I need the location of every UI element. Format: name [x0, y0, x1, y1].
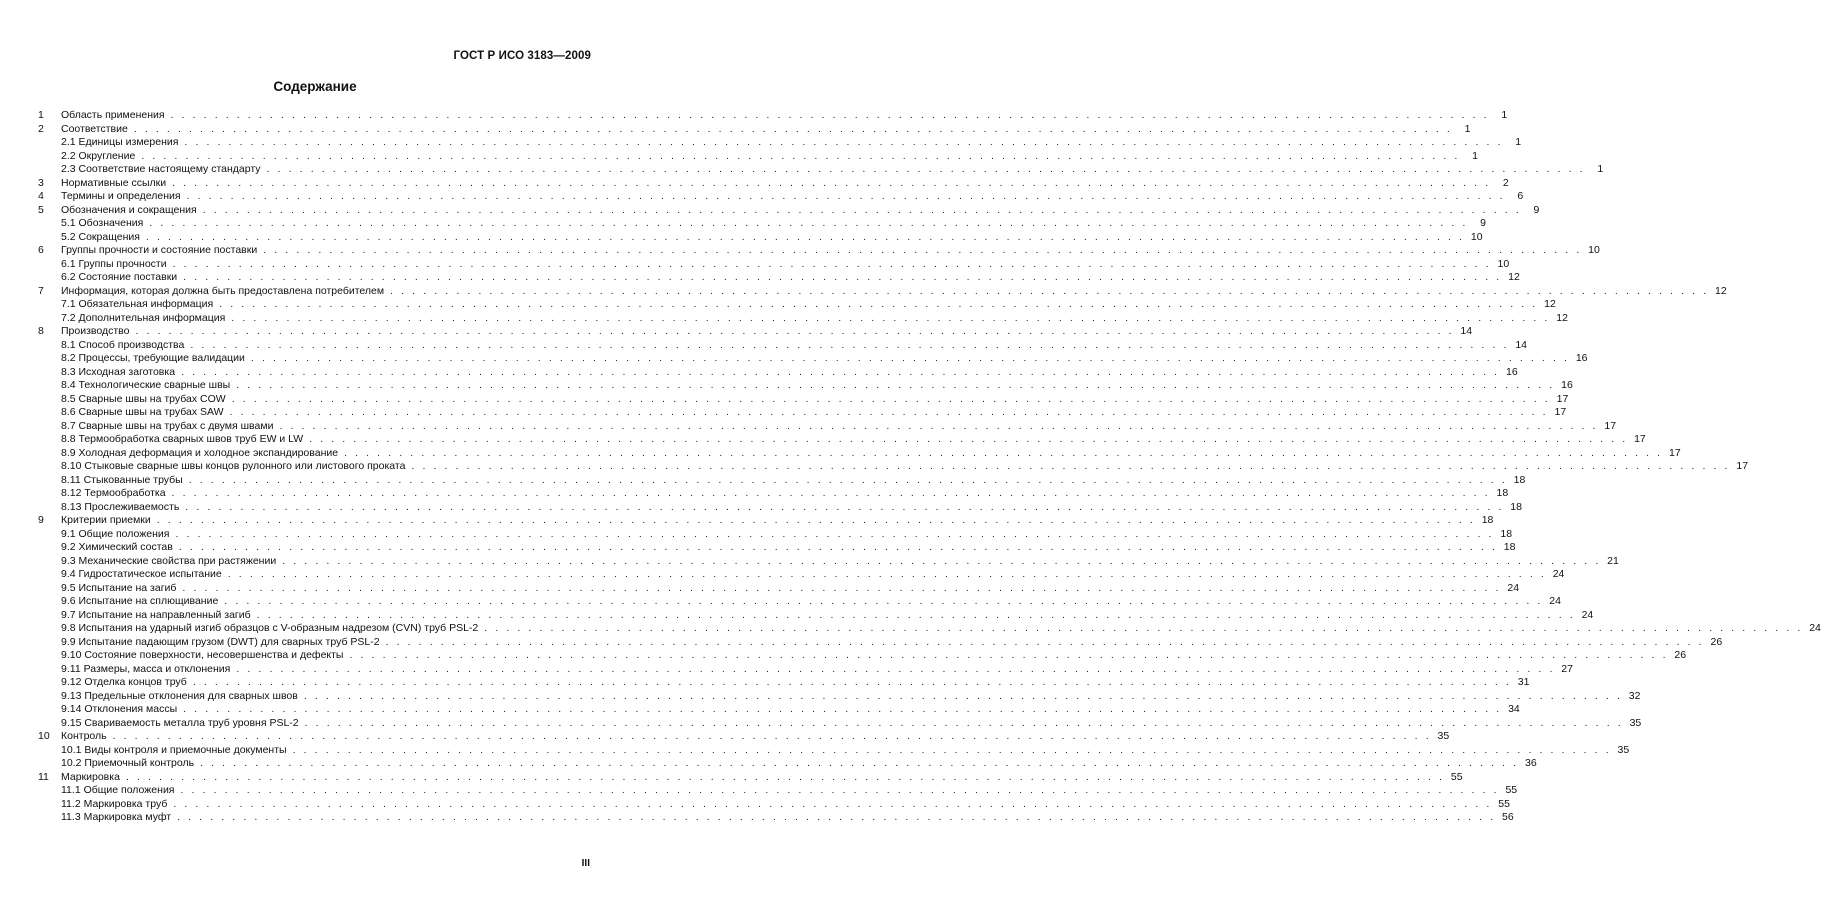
dot-leader: . . . . . . . . . . . . . . . . . . . . . . . . . . . . . . . . . . . . . . . . . . . . . . . . . . . . . . . . . . . . . . . . . . . . . . . . . . . . . . . . . . . . . . . . . . . . . . . . . . . . . . . . . . . . . . . . . . . . . . . . — [184, 136, 1504, 148]
toc-entry-title: Производство — [61, 325, 130, 337]
toc-entry-page: 16 — [1561, 379, 1573, 391]
toc-entry-page: 16 — [1506, 365, 1518, 378]
toc-entry[interactable] — [38, 419, 1617, 434]
toc-entry-page: 55 — [1505, 784, 1518, 796]
dot-leader: . . . . . . . . . . . . . . . . . . . . . . . . . . . . . . . . . . . . . . . . . . . . . . . . . . . . . . . . . . . . . . . . . . . . . . . . . . . . . . . . . . . . . . . . . . . . . . . . . . . . . . . . . . . . . . . . . . . . . . . . — [385, 635, 1705, 648]
toc-entry-page: 17 — [1736, 460, 1749, 472]
toc-entry-title: Группы прочности и состояние поставки — [61, 244, 258, 256]
dot-leader: . . . . . . . . . . . . . . . . . . . . . . . . . . . . . . . . . . . . . . . . . . . . . . . . . . . . . . . . . . . . . . . . . . . . . . . . . . . . . . . . . . . . . . . . . . . . . . . . . . . . . . . . . . . . . . . . . . . . . . . . — [173, 797, 1492, 810]
toc-entry[interactable] — [38, 244, 1600, 258]
toc-entry-title: 5.2 Сокращения — [61, 230, 140, 243]
toc-entry-page: 18 — [1500, 527, 1513, 540]
toc-entry-title: 9.15 Свариваемость металла труб уровня PSL-2 — [61, 716, 299, 729]
dot-leader: . . . . . . . . . . . . . . . . . . . . . . . . . . . . . . . . . . . . . . . . . . . . . . . . . . . . . . . . . . . . . . . . . . . . . . . . . . . . . . . . . . . . . . . . . . . . . . . . . . . . . . . . . . . . . . . . . . . . . . . . — [292, 743, 1612, 756]
toc-entry-page: 17 — [1634, 433, 1646, 445]
toc-entry-title: Информация, которая должна быть предоставлена потребителем — [61, 284, 385, 297]
toc-entry-title: 8.8 Термообработка сварных швов труб EW и LW — [61, 433, 304, 445]
toc-entry-title: 8.7 Сварные швы на трубах с двумя швами — [61, 419, 274, 432]
toc-entry[interactable] — [38, 608, 1594, 623]
toc-entry[interactable] — [38, 473, 1526, 488]
toc-entry-page: 17 — [1556, 392, 1569, 405]
toc-entry-title: Соответствие — [61, 122, 128, 135]
toc-entry-title: 10.1 Виды контроля и приемочные документы — [61, 743, 287, 756]
toc-entry-page: 18 — [1503, 541, 1516, 553]
toc-entry[interactable] — [38, 662, 1573, 677]
page-title: Содержание — [273, 79, 357, 94]
document-code: ГОСТ Р ИСО 3183—2009 — [453, 50, 591, 62]
dot-leader: . . . . . . . . . . . . . . . . . . . . . . . . . . . . . . . . . . . . . . . . . . . . . . . . . . . . . . . . . . . . . . . . . . . . . . . . . . . . . . . . . . . . . . . . . . . . . . . . . . . . . . . . . . . . . . . . . . . . . . . . — [177, 811, 1496, 823]
toc-entry[interactable] — [38, 649, 1687, 663]
toc-entry-title: Маркировка — [61, 770, 120, 783]
toc-entry[interactable] — [38, 797, 1510, 812]
dot-leader: . . . . . . . . . . . . . . . . . . . . . . . . . . . . . . . . . . . . . . . . . . . . . . . . . . . . . . . . . . . . . . . . . . . . . . . . . . . . . . . . . . . . . . . . . . . . . . . . . . . . . . . . . . . . . . . . . . . . . . . . — [172, 176, 1491, 189]
toc-entry[interactable] — [38, 338, 1527, 353]
toc-entry-page: 1 — [1472, 149, 1478, 162]
toc-entry-title: 2.2 Округление — [61, 149, 136, 162]
toc-entry-page: 14 — [1460, 325, 1473, 337]
toc-entry-page: 12 — [1508, 271, 1520, 283]
toc-entry-title: Контроль — [61, 730, 107, 742]
toc-entry[interactable] — [38, 176, 1509, 191]
toc-entry-page: 6 — [1517, 190, 1524, 202]
toc-entry-title: 8.13 Прослеживаемость — [61, 500, 180, 513]
toc-entry-title: 9.5 Испытание на загиб — [61, 581, 177, 594]
dot-leader: . . . . . . . . . . . . . . . . . . . . . . . . . . . . . . . . . . . . . . . . . . . . . . . . . . . . . . . . . . . . . . . . . . . . . . . . . . . . . . . . . . . . . . . . . . . . . . . . . . . . . . . . . . . . . . . . . . . . . . . . — [236, 662, 1555, 675]
toc-entry-page: 35 — [1629, 716, 1642, 729]
toc-entry[interactable] — [38, 757, 1537, 771]
dot-leader: . . . . . . . . . . . . . . . . . . . . . . . . . . . . . . . . . . . . . . . . . . . . . . . . . . . . . . . . . . . . . . . . . . . . . . . . . . . . . . . . . . . . . . . . . . . . . . . . . . . . . . . . . . . . . . . . . . . . . . . . — [256, 608, 1576, 621]
dot-leader: . . . . . . . . . . . . . . . . . . . . . . . . . . . . . . . . . . . . . . . . . . . . . . . . . . . . . . . . . . . . . . . . . . . . . . . . . . . . . . . . . . . . . . . . . . . . . . . . . . . . . . . . . . . . . . . . . . . . . . . . — [202, 203, 1522, 216]
toc-entry[interactable] — [38, 770, 1463, 785]
page-number: III — [581, 858, 590, 869]
dot-leader: . . . . . . . . . . . . . . . . . . . . . . . . . . . . . . . . . . . . . . . . . . . . . . . . . . . . . . . . . . . . . . . . . . . . . . . . . . . . . . . . . . . . . . . . . . . . . . . . . . . . . . . . . . . . . . . . . . . . . . . . — [133, 122, 1453, 135]
toc-entry-page: 27 — [1561, 662, 1573, 675]
dot-leader: . . . . . . . . . . . . . . . . . . . . . . . . . . . . . . . . . . . . . . . . . . . . . . . . . . . . . . . . . . . . . . . . . . . . . . . . . . . . . . . . . . . . . . . . . . . . . . . . . . . . . . . . . . . . . . . . . . . . . . . . — [182, 581, 1502, 594]
dot-leader: . . . . . . . . . . . . . . . . . . . . . . . . . . . . . . . . . . . . . . . . . . . . . . . . . . . . . . . . . . . . . . . . . . . . . . . . . . . . . . . . . . . . . . . . . . . . . . . . . . . . . . . . . . . . . . . . . . . . . . . . — [229, 406, 1549, 418]
dot-leader: . . . . . . . . . . . . . . . . . . . . . . . . . . . . . . . . . . . . . . . . . . . . . . . . . . . . . . . . . . . . . . . . . . . . . . . . . . . . . . . . . . . . . . . . . . . . . . . . . . . . . . . . . . . . . . . . . . . . . . . . — [156, 514, 1476, 526]
dot-leader: . . . . . . . . . . . . . . . . . . . . . . . . . . . . . . . . . . . . . . . . . . . . . . . . . . . . . . . . . . . . . . . . . . . . . . . . . . . . . . . . . . . . . . . . . . . . . . . . . . . . . . . . . . . . . . . . . . . . . . . . — [282, 554, 1601, 567]
toc-entry-number: 9 — [38, 514, 44, 526]
toc-entry[interactable] — [38, 500, 1522, 515]
toc-entry[interactable] — [38, 109, 1508, 123]
toc-entry-page: 12 — [1544, 298, 1556, 310]
dot-leader: . . . . . . . . . . . . . . . . . . . . . . . . . . . . . . . . . . . . . . . . . . . . . . . . . . . . . . . . . . . . . . . . . . . . . . . . . . . . . . . . . . . . . . . . . . . . . . . . . . . . . . . . . . . . . . . . . . . . . . . . — [180, 784, 1500, 796]
dot-leader: . . . . . . . . . . . . . . . . . . . . . . . . . . . . . . . . . . . . . . . . . . . . . . . . . . . . . . . . . . . . . . . . . . . . . . . . . . . . . . . . . . . . . . . . . . . . . . . . . . . . . . . . . . . . . . . . . . . . . . . . — [224, 595, 1543, 607]
dot-leader: . . . . . . . . . . . . . . . . . . . . . . . . . . . . . . . . . . . . . . . . . . . . . . . . . . . . . . . . . . . . . . . . . . . . . . . . . . . . . . . . . . . . . . . . . . . . . . . . . . . . . . . . . . . . . . . . . . . . . . . . — [303, 689, 1623, 702]
dot-leader: . . . . . . . . . . . . . . . . . . . . . . . . . . . . . . . . . . . . . . . . . . . . . . . . . . . . . . . . . . . . . . . . . . . . . . . . . . . . . . . . . . . . . . . . . . . . . . . . . . . . . . . . . . . . . . . . . . . . . . . . — [411, 460, 1731, 472]
toc-entry[interactable] — [38, 203, 1540, 218]
dot-leader: . . . . . . . . . . . . . . . . . . . . . . . . . . . . . . . . . . . . . . . . . . . . . . . . . . . . . . . . . . . . . . . . . . . . . . . . . . . . . . . . . . . . . . . . . . . . . . . . . . . . . . . . . . . . . . . . . . . . . . . . — [181, 365, 1500, 378]
toc-entry-number: 5 — [38, 203, 44, 216]
toc-entry-title: 9.4 Гидростатическое испытание — [61, 568, 222, 580]
toc-entry-title: 8.12 Термообработка — [61, 487, 166, 499]
dot-leader: . . . . . . . . . . . . . . . . . . . . . . . . . . . . . . . . . . . . . . . . . . . . . . . . . . . . . . . . . . . . . . . . . . . . . . . . . . . . . . . . . . . . . . . . . . . . . . . . . . . . . . . . . . . . . . . . . . . . . . . . — [266, 163, 1586, 175]
toc-entry[interactable] — [38, 527, 1513, 542]
toc-entry-number: 4 — [38, 190, 44, 202]
toc-entry-title: 9.13 Предельные отклонения для сварных швов — [61, 689, 298, 702]
toc-entry[interactable] — [38, 595, 1561, 609]
toc-entry[interactable] — [38, 446, 1681, 461]
toc-entry[interactable] — [38, 635, 1723, 650]
toc-entry-page: 24 — [1507, 581, 1520, 594]
toc-entry-title: 2.1 Единицы измерения — [61, 136, 179, 148]
toc-entry[interactable] — [38, 379, 1573, 393]
toc-entry-page: 18 — [1510, 500, 1522, 513]
dot-leader: . . . . . . . . . . . . . . . . . . . . . . . . . . . . . . . . . . . . . . . . . . . . . . . . . . . . . . . . . . . . . . . . . . . . . . . . . . . . . . . . . . . . . . . . . . . . . . . . . . . . . . . . . . . . . . . . . . . . . . . . — [219, 298, 1538, 310]
toc-entry-title: 8.9 Холодная деформация и холодное экспандирование — [61, 446, 339, 459]
dot-leader: . . . . . . . . . . . . . . . . . . . . . . . . . . . . . . . . . . . . . . . . . . . . . . . . . . . . . . . . . . . . . . . . . . . . . . . . . . . . . . . . . . . . . . . . . . . . . . . . . . . . . . . . . . . . . . . . . . . . . . . . — [484, 622, 1803, 634]
dot-leader: . . . . . . . . . . . . . . . . . . . . . . . . . . . . . . . . . . . . . . . . . . . . . . . . . . . . . . . . . . . . . . . . . . . . . . . . . . . . . . . . . . . . . . . . . . . . . . . . . . . . . . . . . . . . . . . . . . . . . . . . — [188, 473, 1508, 486]
toc-entry-title: 9.3 Механические свойства при растяжении — [61, 554, 277, 567]
toc-entry[interactable] — [38, 703, 1520, 717]
toc-entry[interactable] — [38, 122, 1471, 137]
toc-entry-number: 8 — [38, 325, 44, 337]
toc-entry[interactable] — [38, 284, 1727, 299]
toc-entry-number: 1 — [38, 109, 44, 121]
toc-entry[interactable] — [38, 311, 1568, 326]
toc-entry-page: 18 — [1513, 473, 1526, 486]
toc-entry-title: 8.6 Сварные швы на трубах SAW — [61, 406, 224, 418]
toc-entry[interactable] — [38, 730, 1450, 744]
toc-entry-page: 18 — [1481, 514, 1494, 526]
dot-leader: . . . . . . . . . . . . . . . . . . . . . . . . . . . . . . . . . . . . . . . . . . . . . . . . . . . . . . . . . . . . . . . . . . . . . . . . . . . . . . . . . . . . . . . . . . . . . . . . . . . . . . . . . . . . . . . . . . . . . . . . — [125, 770, 1445, 783]
dot-leader: . . . . . . . . . . . . . . . . . . . . . . . . . . . . . . . . . . . . . . . . . . . . . . . . . . . . . . . . . . . . . . . . . . . . . . . . . . . . . . . . . . . . . . . . . . . . . . . . . . . . . . . . . . . . . . . . . . . . . . . . — [304, 716, 1624, 729]
toc-entry-title: 7.2 Дополнительная информация — [61, 311, 226, 324]
dot-leader: . . . . . . . . . . . . . . . . . . . . . . . . . . . . . . . . . . . . . . . . . . . . . . . . . . . . . . . . . . . . . . . . . . . . . . . . . . . . . . . . . . . . . . . . . . . . . . . . . . . . . . . . . . . . . . . . . . . . . . . . — [227, 568, 1547, 580]
toc-entry[interactable] — [38, 271, 1520, 285]
toc-entry-page: 17 — [1669, 446, 1681, 459]
toc-entry-number: 10 — [38, 730, 50, 742]
dot-leader: . . . . . . . . . . . . . . . . . . . . . . . . . . . . . . . . . . . . . . . . . . . . . . . . . . . . . . . . . . . . . . . . . . . . . . . . . . . . . . . . . . . . . . . . . . . . . . . . . . . . . . . . . . . . . . . . . . . . . . . . — [141, 149, 1460, 162]
toc-entry-page: 17 — [1554, 406, 1567, 418]
toc-entry-page: 24 — [1549, 595, 1561, 607]
toc-entry-page: 56 — [1502, 811, 1514, 823]
dot-leader: . . . . . . . . . . . . . . . . . . . . . . . . . . . . . . . . . . . . . . . . . . . . . . . . . . . . . . . . . . . . . . . . . . . . . . . . . . . . . . . . . . . . . . . . . . . . . . . . . . . . . . . . . . . . . . . . . . . . . . . . — [149, 217, 1468, 229]
dot-leader: . . . . . . . . . . . . . . . . . . . . . . . . . . . . . . . . . . . . . . . . . . . . . . . . . . . . . . . . . . . . . . . . . . . . . . . . . . . . . . . . . . . . . . . . . . . . . . . . . . . . . . . . . . . . . . . . . . . . . . . . — [185, 500, 1504, 513]
toc-entry-number: 7 — [38, 284, 44, 297]
dot-leader: . . . . . . . . . . . . . . . . . . . . . . . . . . . . . . . . . . . . . . . . . . . . . . . . . . . . . . . . . . . . . . . . . . . . . . . . . . . . . . . . . . . . . . . . . . . . . . . . . . . . . . . . . . . . . . . . . . . . . . . . — [231, 311, 1550, 324]
toc-entry-title: Нормативные ссылки — [61, 176, 167, 189]
toc-entry[interactable] — [38, 163, 1604, 177]
toc-entry-title: Термины и определения — [61, 190, 181, 202]
toc-entry-title: Область применения — [61, 109, 165, 121]
dot-leader: . . . . . . . . . . . . . . . . . . . . . . . . . . . . . . . . . . . . . . . . . . . . . . . . . . . . . . . . . . . . . . . . . . . . . . . . . . . . . . . . . . . . . . . . . . . . . . . . . . . . . . . . . . . . . . . . . . . . . . . . — [231, 392, 1551, 405]
toc-entry-page: 32 — [1628, 689, 1641, 702]
toc-entry-page: 9 — [1480, 217, 1486, 229]
toc-entry[interactable] — [38, 298, 1556, 312]
toc-entry-title: 9.11 Размеры, масса и отклонения — [61, 662, 231, 675]
toc-entry-title: 7.1 Обязательная информация — [61, 298, 214, 310]
dot-leader: . . . . . . . . . . . . . . . . . . . . . . . . . . . . . . . . . . . . . . . . . . . . . . . . . . . . . . . . . . . . . . . . . . . . . . . . . . . . . . . . . . . . . . . . . . . . . . . . . . . . . . . . . . . . . . . . . . . . . . . . — [236, 379, 1555, 391]
toc-entry[interactable] — [38, 217, 1486, 231]
toc-entry[interactable] — [38, 136, 1522, 150]
dot-leader: . . . . . . . . . . . . . . . . . . . . . . . . . . . . . . . . . . . . . . . . . . . . . . . . . . . . . . . . . . . . . . . . . . . . . . . . . . . . . . . . . . . . . . . . . . . . . . . . . . . . . . . . . . . . . . . . . . . . . . . . — [309, 433, 1628, 445]
dot-leader: . . . . . . . . . . . . . . . . . . . . . . . . . . . . . . . . . . . . . . . . . . . . . . . . . . . . . . . . . . . . . . . . . . . . . . . . . . . . . . . . . . . . . . . . . . . . . . . . . . . . . . . . . . . . . . . . . . . . . . . . — [263, 244, 1582, 256]
toc-entry-title: 5.1 Обозначения — [61, 217, 144, 229]
dot-leader: . . . . . . . . . . . . . . . . . . . . . . . . . . . . . . . . . . . . . . . . . . . . . . . . . . . . . . . . . . . . . . . . . . . . . . . . . . . . . . . . . . . . . . . . . . . . . . . . . . . . . . . . . . . . . . . . . . . . . . . . — [145, 230, 1465, 243]
toc-entry[interactable] — [38, 784, 1518, 798]
toc-entry-title: Критерии приемки — [61, 514, 151, 526]
toc-entry-title: 9.9 Испытание падающим грузом (DWT) для сварных труб PSL-2 — [61, 635, 380, 648]
toc-entry-page: 12 — [1715, 284, 1727, 297]
dot-leader: . . . . . . . . . . . . . . . . . . . . . . . . . . . . . . . . . . . . . . . . . . . . . . . . . . . . . . . . . . . . . . . . . . . . . . . . . . . . . . . . . . . . . . . . . . . . . . . . . . . . . . . . . . . . . . . . . . . . . . . . — [344, 446, 1663, 459]
toc-entry[interactable] — [38, 514, 1494, 528]
toc-entry[interactable] — [38, 460, 1749, 474]
toc-entry-title: 8.3 Исходная заготовка — [61, 365, 176, 378]
toc-entry-page: 24 — [1809, 622, 1821, 634]
toc-entry-title: 10.2 Приемочный контроль — [61, 757, 195, 769]
toc-entry[interactable] — [38, 568, 1565, 582]
toc-entry-page: 17 — [1604, 419, 1617, 432]
toc-entry[interactable] — [38, 352, 1588, 366]
toc-entry-title: 6.2 Состояние поставки — [61, 271, 178, 283]
dot-leader: . . . . . . . . . . . . . . . . . . . . . . . . . . . . . . . . . . . . . . . . . . . . . . . . . . . . . . . . . . . . . . . . . . . . . . . . . . . . . . . . . . . . . . . . . . . . . . . . . . . . . . . . . . . . . . . . . . . . . . . . — [172, 257, 1492, 270]
toc-entry[interactable] — [38, 365, 1518, 380]
toc-entry-page: 1 — [1515, 136, 1522, 148]
toc-entry-page: 21 — [1607, 554, 1619, 567]
dot-leader: . . . . . . . . . . . . . . . . . . . . . . . . . . . . . . . . . . . . . . . . . . . . . . . . . . . . . . . . . . . . . . . . . . . . . . . . . . . . . . . . . . . . . . . . . . . . . . . . . . . . . . . . . . . . . . . . . . . . . . . . — [170, 109, 1490, 121]
toc-entry-page: 24 — [1552, 568, 1565, 580]
toc-entry-page: 26 — [1674, 649, 1687, 661]
toc-entry-number: 3 — [38, 176, 44, 189]
toc-entry-page: 24 — [1581, 608, 1594, 621]
toc-entry-page: 9 — [1533, 203, 1540, 216]
toc-entry-page: 55 — [1498, 797, 1510, 810]
toc-entry-page: 26 — [1710, 635, 1723, 648]
toc-entry-title: 9.6 Испытание на сплющивание — [61, 595, 219, 607]
toc-entry-title: 9.10 Состояние поверхности, несовершенства и дефекты — [61, 649, 344, 661]
toc-entry[interactable] — [38, 554, 1619, 569]
dot-leader: . . . . . . . . . . . . . . . . . . . . . . . . . . . . . . . . . . . . . . . . . . . . . . . . . . . . . . . . . . . . . . . . . . . . . . . . . . . . . . . . . . . . . . . . . . . . . . . . . . . . . . . . . . . . . . . . . . . . . . . . — [135, 325, 1455, 337]
toc-entry[interactable] — [38, 541, 1516, 555]
dot-leader: . . . . . . . . . . . . . . . . . . . . . . . . . . . . . . . . . . . . . . . . . . . . . . . . . . . . . . . . . . . . . . . . . . . . . . . . . . . . . . . . . . . . . . . . . . . . . . . . . . . . . . . . . . . . . . . . . . . . . . . . — [112, 730, 1432, 742]
toc-entry[interactable] — [38, 257, 1510, 272]
toc-entry-title: 9.14 Отклонения массы — [61, 703, 178, 715]
toc-entry-title: 8.11 Стыкованные трубы — [61, 473, 183, 486]
toc-entry-title: 11.2 Маркировка труб — [61, 797, 168, 810]
toc-entry-page: 10 — [1470, 230, 1483, 243]
toc-entry[interactable] — [38, 392, 1569, 407]
toc-entry[interactable] — [38, 743, 1630, 758]
toc-entry-title: Обозначения и сокращения — [61, 203, 197, 216]
toc-entry-page: 34 — [1508, 703, 1520, 715]
toc-entry[interactable] — [38, 190, 1524, 204]
toc-entry-title: 9.8 Испытания на ударный изгиб образцов с V-образным надрезом (CVN) труб PSL-2 — [61, 622, 479, 634]
toc-entry-page: 1 — [1464, 122, 1471, 135]
toc-entry-page: 1 — [1597, 163, 1604, 175]
toc-entry[interactable] — [38, 149, 1478, 164]
toc-entry-title: 6.1 Группы прочности — [61, 257, 167, 270]
toc-entry[interactable] — [38, 433, 1646, 447]
dot-leader: . . . . . . . . . . . . . . . . . . . . . . . . . . . . . . . . . . . . . . . . . . . . . . . . . . . . . . . . . . . . . . . . . . . . . . . . . . . . . . . . . . . . . . . . . . . . . . . . . . . . . . . . . . . . . . . . . . . . . . . . — [279, 419, 1599, 432]
dot-leader: . . . . . . . . . . . . . . . . . . . . . . . . . . . . . . . . . . . . . . . . . . . . . . . . . . . . . . . . . . . . . . . . . . . . . . . . . . . . . . . . . . . . . . . . . . . . . . . . . . . . . . . . . . . . . . . . . . . . . . . . — [183, 271, 1502, 283]
toc-entry-title: 11.3 Маркировка муфт — [61, 811, 172, 823]
toc-entry-page: 36 — [1525, 757, 1537, 769]
toc-entry[interactable] — [38, 325, 1473, 339]
toc-entry-number: 11 — [38, 770, 49, 783]
toc-entry-page: 1 — [1501, 109, 1508, 121]
toc-entry-page: 31 — [1517, 676, 1530, 688]
toc-entry-title: 9.12 Отделка концов труб — [61, 676, 187, 688]
toc-entry-title: 8.1 Способ производства — [61, 338, 185, 351]
toc-entry-title: 9.7 Испытание на направленный загиб — [61, 608, 251, 621]
table-of-contents — [38, 109, 1821, 825]
dot-leader: . . . . . . . . . . . . . . . . . . . . . . . . . . . . . . . . . . . . . . . . . . . . . . . . . . . . . . . . . . . . . . . . . . . . . . . . . . . . . . . . . . . . . . . . . . . . . . . . . . . . . . . . . . . . . . . . . . . . . . . . — [390, 284, 1709, 297]
toc-entry-title: 2.3 Соответствие настоящему стандарту — [61, 163, 261, 175]
dot-leader: . . . . . . . . . . . . . . . . . . . . . . . . . . . . . . . . . . . . . . . . . . . . . . . . . . . . . . . . . . . . . . . . . . . . . . . . . . . . . . . . . . . . . . . . . . . . . . . . . . . . . . . . . . . . . . . . . . . . . . . . — [178, 541, 1498, 553]
toc-entry-page: 35 — [1437, 730, 1450, 742]
dot-leader: . . . . . . . . . . . . . . . . . . . . . . . . . . . . . . . . . . . . . . . . . . . . . . . . . . . . . . . . . . . . . . . . . . . . . . . . . . . . . . . . . . . . . . . . . . . . . . . . . . . . . . . . . . . . . . . . . . . . . . . . — [190, 338, 1509, 351]
toc-entry-title: 8.2 Процессы, требующие валидации — [61, 352, 245, 364]
toc-entry-number: 2 — [38, 122, 44, 135]
toc-entry-number: 6 — [38, 244, 44, 256]
toc-entry[interactable] — [38, 676, 1530, 690]
toc-entry[interactable] — [38, 811, 1514, 825]
toc-entry-page: 16 — [1575, 352, 1588, 364]
toc-entry-title: 8.4 Технологические сварные швы — [61, 379, 231, 391]
toc-entry-page: 35 — [1617, 743, 1630, 756]
dot-leader: . . . . . . . . . . . . . . . . . . . . . . . . . . . . . . . . . . . . . . . . . . . . . . . . . . . . . . . . . . . . . . . . . . . . . . . . . . . . . . . . . . . . . . . . . . . . . . . . . . . . . . . . . . . . . . . . . . . . . . . . — [192, 676, 1512, 688]
toc-entry-page: 18 — [1496, 487, 1509, 499]
toc-entry-page: 12 — [1556, 311, 1568, 324]
toc-entry[interactable] — [38, 406, 1567, 420]
dot-leader: . . . . . . . . . . . . . . . . . . . . . . . . . . . . . . . . . . . . . . . . . . . . . . . . . . . . . . . . . . . . . . . . . . . . . . . . . . . . . . . . . . . . . . . . . . . . . . . . . . . . . . . . . . . . . . . . . . . . . . . . — [200, 757, 1519, 769]
toc-entry[interactable] — [38, 230, 1483, 245]
toc-entry-title: 11.1 Общие положения — [61, 784, 175, 796]
toc-entry-title: 8.10 Стыковые сварные швы концов рулонного или листового проката — [61, 460, 406, 472]
toc-entry[interactable] — [38, 487, 1509, 501]
dot-leader: . . . . . . . . . . . . . . . . . . . . . . . . . . . . . . . . . . . . . . . . . . . . . . . . . . . . . . . . . . . . . . . . . . . . . . . . . . . . . . . . . . . . . . . . . . . . . . . . . . . . . . . . . . . . . . . . . . . . . . . . — [349, 649, 1669, 661]
toc-entry-title: 9.1 Общие положения — [61, 527, 170, 540]
dot-leader: . . . . . . . . . . . . . . . . . . . . . . . . . . . . . . . . . . . . . . . . . . . . . . . . . . . . . . . . . . . . . . . . . . . . . . . . . . . . . . . . . . . . . . . . . . . . . . . . . . . . . . . . . . . . . . . . . . . . . . . . — [186, 190, 1506, 202]
toc-entry[interactable] — [38, 716, 1642, 731]
toc-entry-title: 8.5 Сварные швы на трубах COW — [61, 392, 226, 405]
dot-leader: . . . . . . . . . . . . . . . . . . . . . . . . . . . . . . . . . . . . . . . . . . . . . . . . . . . . . . . . . . . . . . . . . . . . . . . . . . . . . . . . . . . . . . . . . . . . . . . . . . . . . . . . . . . . . . . . . . . . . . . . — [171, 487, 1491, 499]
dot-leader: . . . . . . . . . . . . . . . . . . . . . . . . . . . . . . . . . . . . . . . . . . . . . . . . . . . . . . . . . . . . . . . . . . . . . . . . . . . . . . . . . . . . . . . . . . . . . . . . . . . . . . . . . . . . . . . . . . . . . . . . — [183, 703, 1502, 715]
toc-entry-page: 10 — [1497, 257, 1510, 270]
dot-leader: . . . . . . . . . . . . . . . . . . . . . . . . . . . . . . . . . . . . . . . . . . . . . . . . . . . . . . . . . . . . . . . . . . . . . . . . . . . . . . . . . . . . . . . . . . . . . . . . . . . . . . . . . . . . . . . . . . . . . . . . — [175, 527, 1495, 540]
toc-entry-page: 55 — [1450, 770, 1463, 783]
toc-entry-title: 9.2 Химический состав — [61, 541, 173, 553]
toc-entry[interactable] — [38, 689, 1641, 704]
toc-entry-page: 2 — [1502, 176, 1509, 189]
toc-entry[interactable] — [38, 581, 1520, 596]
dot-leader: . . . . . . . . . . . . . . . . . . . . . . . . . . . . . . . . . . . . . . . . . . . . . . . . . . . . . . . . . . . . . . . . . . . . . . . . . . . . . . . . . . . . . . . . . . . . . . . . . . . . . . . . . . . . . . . . . . . . . . . . — [250, 352, 1570, 364]
toc-entry-page: 14 — [1515, 338, 1527, 351]
toc-entry[interactable] — [38, 622, 1821, 636]
toc-entry-page: 10 — [1588, 244, 1600, 256]
